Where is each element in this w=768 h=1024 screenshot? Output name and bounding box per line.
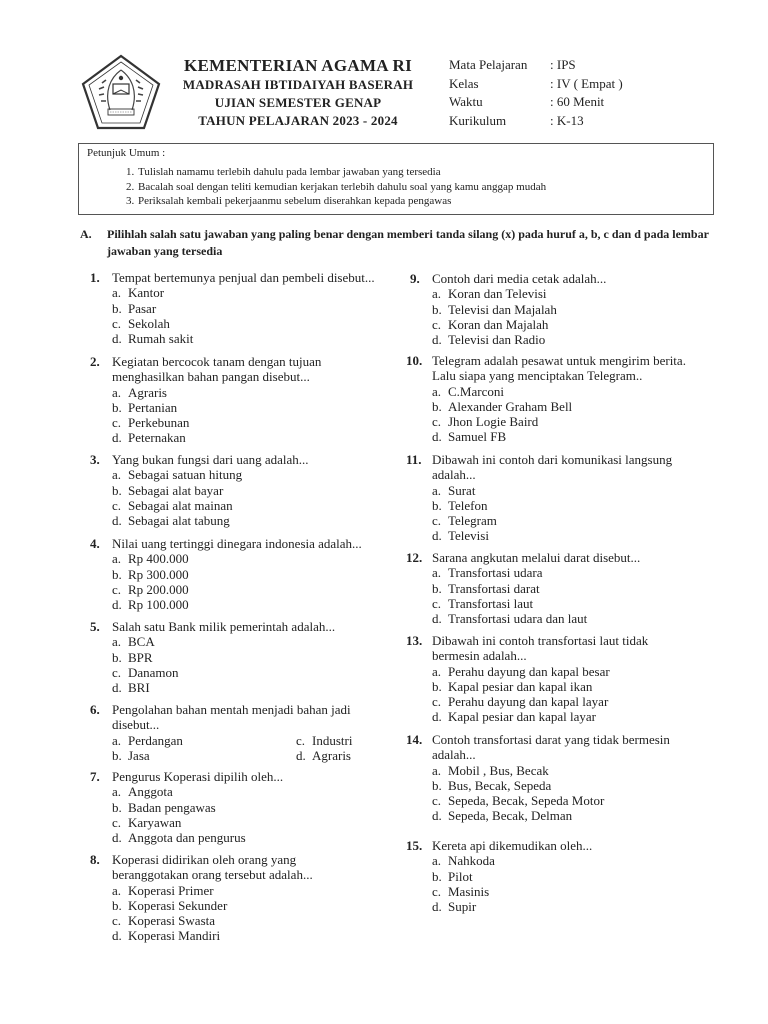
question-number: 3. bbox=[90, 452, 100, 467]
question-number: 1. bbox=[90, 270, 100, 285]
question-stem: Tempat bertemunya penjual dan pembeli disebut... bbox=[112, 270, 375, 285]
answer-option[interactable]: a. Sebagai satuan hitung bbox=[112, 467, 243, 483]
question-number: 10. bbox=[406, 353, 423, 368]
answer-option[interactable]: d. Supir bbox=[432, 899, 477, 915]
section-a-heading: A. Pilihlah salah satu jawaban yang paling benar dengan memberi tanda silang (x) pada huruf a, b, c dan d pada lembar jawaban yang tersedia bbox=[80, 227, 709, 258]
answer-option[interactable]: a. C.Marconi bbox=[432, 383, 504, 399]
question-stem: Pengurus Koperasi dipilih oleh... bbox=[112, 769, 284, 784]
school-name: MADRASAH IBTIDAIYAH BASERAH bbox=[182, 77, 414, 92]
academic-year: TAHUN PELAJARAN 2023 - 2024 bbox=[198, 113, 398, 128]
answer-option[interactable]: d. Kapal pesiar dan kapal layar bbox=[432, 709, 596, 725]
question-stem: adalah... bbox=[432, 467, 476, 483]
question-1 bbox=[90, 270, 390, 346]
answer-option[interactable]: b. Jasa bbox=[112, 747, 150, 763]
answer-option[interactable]: c. Rp 200.000 bbox=[112, 581, 189, 597]
question-stem: disebut... bbox=[112, 717, 160, 733]
answer-option[interactable]: b. Telefon bbox=[432, 497, 488, 513]
answer-option[interactable]: a. Koran dan Televisi bbox=[432, 286, 547, 302]
question-7 bbox=[90, 769, 390, 845]
answer-option[interactable]: b. Televisi dan Majalah bbox=[432, 301, 557, 317]
question-number: 13. bbox=[406, 633, 423, 648]
answer-option[interactable]: d. Koperasi Mandiri bbox=[112, 928, 221, 944]
answer-option[interactable]: c. Koran dan Majalah bbox=[432, 316, 549, 332]
info-row-time: Waktu : 60 Menit bbox=[449, 94, 605, 109]
question-stem: Contoh dari media cetak adalah... bbox=[432, 271, 607, 286]
question-number: 12. bbox=[406, 550, 423, 565]
answer-option[interactable]: b. Transfortasi darat bbox=[432, 580, 540, 596]
answer-option[interactable]: b. Bus, Becak, Sepeda bbox=[432, 777, 552, 793]
answer-option[interactable]: d. Peternakan bbox=[112, 430, 186, 446]
general-instructions bbox=[78, 143, 714, 215]
answer-option[interactable]: c. Sebagai alat mainan bbox=[112, 497, 233, 513]
question-stem: Yang bukan fungsi dari uang adalah... bbox=[112, 452, 309, 467]
question-stem: Nilai uang tertinggi dinegara indonesia adalah... bbox=[112, 536, 362, 551]
answer-option[interactable]: d. BRI bbox=[112, 680, 150, 696]
question-stem: beranggotakan orang tersebut adalah... bbox=[112, 867, 313, 883]
question-stem: Telegram adalah pesawat untuk mengirim berita. bbox=[432, 353, 686, 368]
ministry-name: KEMENTERIAN AGAMA RI bbox=[184, 56, 412, 75]
answer-option[interactable]: d. Sepeda, Becak, Delman bbox=[432, 808, 573, 824]
answer-option[interactable]: b. Pilot bbox=[432, 868, 473, 884]
exam-info bbox=[449, 56, 623, 130]
answer-option[interactable]: a. Mobil , Bus, Becak bbox=[432, 762, 549, 778]
question-stem: Koperasi didirikan oleh orang yang bbox=[112, 852, 297, 867]
question-number: 15. bbox=[406, 838, 423, 853]
question-5 bbox=[90, 619, 390, 695]
question-stem: Kereta api dikemudikan oleh... bbox=[432, 838, 593, 853]
answer-option[interactable]: b. Rp 300.000 bbox=[112, 566, 189, 582]
question-13 bbox=[406, 633, 720, 725]
question-number: 2. bbox=[90, 354, 100, 369]
answer-option[interactable]: a. Transfortasi udara bbox=[432, 565, 543, 581]
question-stem: bermesin adalah... bbox=[432, 648, 527, 664]
question-2 bbox=[90, 354, 390, 446]
answer-option[interactable]: a. Agraris bbox=[112, 384, 167, 400]
answer-option[interactable]: c. Sekolah bbox=[112, 315, 170, 331]
info-row-class: Kelas : IV ( Empat ) bbox=[449, 75, 623, 91]
question-stem: Salah satu Bank milik pemerintah adalah... bbox=[112, 619, 336, 634]
answer-option[interactable]: d. Agraris bbox=[296, 747, 351, 763]
question-3 bbox=[90, 452, 390, 528]
letterhead bbox=[168, 56, 428, 130]
answer-option[interactable]: c. Koperasi Swasta bbox=[112, 913, 216, 929]
question-stem: Dibawah ini contoh dari komunikasi langsung bbox=[432, 452, 673, 467]
question-number: 4. bbox=[90, 536, 100, 551]
question-11 bbox=[406, 452, 720, 544]
answer-option[interactable]: a. Anggota bbox=[112, 784, 173, 800]
info-row-subject: Mata Pelajaran : IPS bbox=[449, 57, 576, 72]
answer-option[interactable]: d. Televisi bbox=[432, 528, 489, 544]
question-stem: adalah... bbox=[432, 747, 476, 763]
info-row-curriculum: Kurikulum : K-13 bbox=[449, 112, 584, 128]
answer-option[interactable]: a. Kantor bbox=[112, 285, 165, 301]
answer-option[interactable]: b. BPR bbox=[112, 649, 153, 665]
answer-option[interactable]: b. Sebagai alat bayar bbox=[112, 482, 224, 498]
answer-option[interactable]: c. Sepeda, Becak, Sepeda Motor bbox=[432, 793, 605, 809]
answer-option[interactable]: b. Alexander Graham Bell bbox=[432, 398, 573, 414]
instructions-title: Petunjuk Umum : bbox=[87, 147, 166, 159]
question-8 bbox=[90, 852, 390, 944]
question-number: 11. bbox=[406, 452, 422, 467]
answer-option[interactable]: d. Transfortasi udara dan laut bbox=[432, 611, 588, 627]
question-stem: menghasilkan bahan pangan disebut... bbox=[112, 369, 310, 385]
answer-option[interactable]: a. BCA bbox=[112, 634, 155, 650]
question-4 bbox=[90, 536, 390, 612]
question-10 bbox=[406, 353, 720, 445]
ministry-emblem-logo bbox=[80, 54, 162, 130]
question-number: 5. bbox=[90, 619, 100, 634]
answer-option[interactable]: b. Pasar bbox=[112, 300, 157, 316]
answer-option[interactable]: d. Samuel FB bbox=[432, 429, 507, 445]
question-stem: Dibawah ini contoh transfortasi laut tidak bbox=[432, 633, 649, 648]
question-stem: Kegiatan bercocok tanam dengan tujuan bbox=[112, 354, 322, 369]
question-number: 14. bbox=[406, 732, 423, 747]
question-9 bbox=[410, 271, 720, 347]
answer-option[interactable]: c. Masinis bbox=[432, 883, 490, 899]
answer-option[interactable]: d. Rp 100.000 bbox=[112, 597, 189, 613]
answer-option[interactable]: a. Perdangan bbox=[112, 732, 183, 748]
answer-option[interactable]: c. Transfortasi laut bbox=[432, 595, 534, 611]
instruction-item: 2. Bacalah soal dengan teliti kemudian kerjakan terlebih dahulu soal yang kamu anggap mudah bbox=[126, 180, 547, 193]
answer-option[interactable]: b. Badan pengawas bbox=[112, 799, 216, 815]
answer-option[interactable]: d. Rumah sakit bbox=[112, 331, 194, 347]
answer-option[interactable]: a. Perahu dayung dan kapal besar bbox=[432, 663, 610, 679]
question-number: 9. bbox=[410, 271, 420, 286]
answer-option[interactable]: c. Danamon bbox=[112, 664, 179, 680]
question-number: 7. bbox=[90, 769, 100, 784]
answer-option[interactable]: d. Anggota dan pengurus bbox=[112, 830, 246, 846]
question-stem: Lalu siapa yang menciptakan Telegram.. bbox=[432, 368, 643, 384]
answer-option[interactable]: a. Koperasi Primer bbox=[112, 882, 214, 898]
answer-option[interactable]: b. Kapal pesiar dan kapal ikan bbox=[432, 678, 593, 694]
question-stem: Pengolahan bahan mentah menjadi bahan jadi bbox=[112, 702, 351, 717]
answer-option[interactable]: c. Jhon Logie Baird bbox=[432, 414, 539, 430]
question-stem: Sarana angkutan melalui darat disebut... bbox=[432, 550, 641, 565]
answer-option[interactable]: d. Sebagai alat tabung bbox=[112, 513, 230, 529]
answer-option[interactable]: a. Surat bbox=[432, 482, 476, 498]
answer-option[interactable]: c. Telegram bbox=[432, 513, 497, 529]
question-number: 8. bbox=[90, 852, 100, 867]
answer-option[interactable]: d. Televisi dan Radio bbox=[432, 332, 546, 348]
answer-option[interactable]: c. Karyawan bbox=[112, 814, 182, 830]
answer-options-grid bbox=[90, 733, 360, 764]
question-15 bbox=[406, 838, 720, 915]
question-6 bbox=[90, 702, 360, 763]
answer-option[interactable]: c. Perahu dayung dan kapal layar bbox=[432, 694, 609, 710]
answer-option[interactable]: b. Koperasi Sekunder bbox=[112, 897, 228, 913]
answer-option[interactable]: a. Rp 400.000 bbox=[112, 551, 189, 567]
answer-option[interactable]: c. Perkebunan bbox=[112, 415, 190, 431]
question-12 bbox=[406, 550, 720, 627]
exam-name: UJIAN SEMESTER GENAP bbox=[214, 95, 382, 110]
question-number: 6. bbox=[90, 702, 100, 717]
question-14 bbox=[406, 732, 720, 824]
instruction-item: 3. Periksalah kembali pekerjaanmu sebelum diserahkan kepada pengawas bbox=[126, 195, 452, 207]
instruction-item: 1. Tulislah namamu terlebih dahulu pada lembar jawaban yang tersedia bbox=[126, 166, 441, 178]
answer-option[interactable]: c. Industri bbox=[296, 732, 353, 748]
answer-option[interactable]: b. Pertanian bbox=[112, 399, 178, 415]
question-stem: Contoh transfortasi darat yang tidak bermesin bbox=[432, 732, 670, 747]
answer-option[interactable]: a. Nahkoda bbox=[432, 853, 495, 869]
